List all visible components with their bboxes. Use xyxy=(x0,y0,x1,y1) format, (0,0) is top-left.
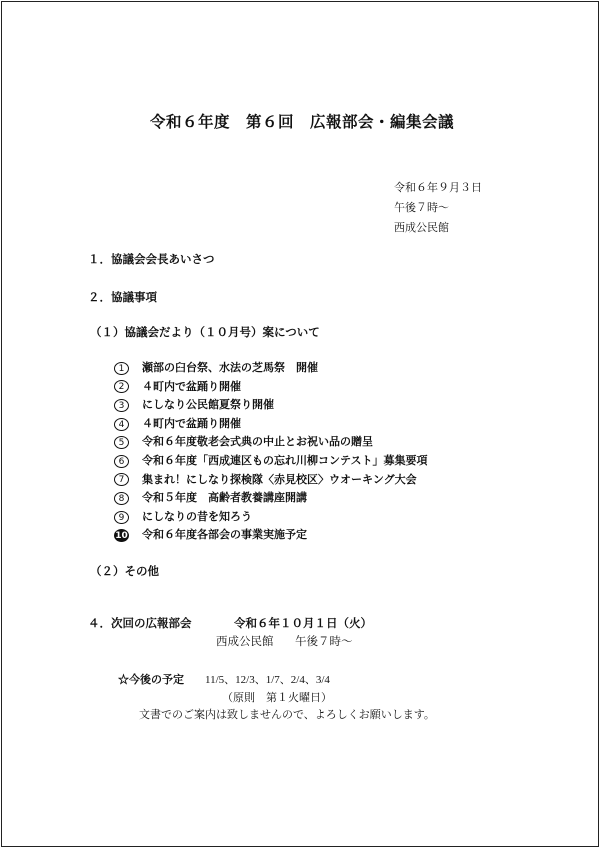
list-item-text: ４町内で盆踊り開催 xyxy=(142,416,241,430)
document-page xyxy=(1,1,599,847)
circled-number: 1 xyxy=(114,362,129,375)
section-next-meeting: ４．次回の広報部会 xyxy=(88,616,192,630)
next-meeting-date: 令和６年１０月１日（火） xyxy=(234,616,372,630)
list-item-text: 瀬部の臼台祭、水法の芝馬祭 開催 xyxy=(142,361,318,374)
schedule-note: （原則 第１火曜日） xyxy=(222,691,332,704)
section-agenda: ２．協議事項 xyxy=(88,290,157,304)
meeting-place: 西成公民館 xyxy=(394,221,449,234)
list-item-text: 令和６年度各部会の事業実施予定 xyxy=(142,528,307,542)
document-title: 令和６年度 第６回 広報部会・編集会議 xyxy=(149,112,454,131)
circled-number: 4 xyxy=(114,418,129,431)
next-meeting-time: 午後７時～ xyxy=(295,634,353,648)
list-item xyxy=(114,359,428,378)
schedule-label: ☆今後の予定 xyxy=(118,673,184,686)
list-item xyxy=(114,526,428,545)
list-item-text: 令和６年度敬老会式典の中止とお祝い品の贈呈 xyxy=(142,435,373,449)
list-item xyxy=(114,433,428,452)
circled-number: 10 xyxy=(115,531,128,542)
meeting-time: 午後７時～ xyxy=(394,201,449,214)
circled-number: 9 xyxy=(114,511,129,524)
list-item xyxy=(114,471,428,490)
meeting-info xyxy=(394,178,482,238)
subsection-other: （２）その他 xyxy=(90,564,159,578)
circled-number: 7 xyxy=(114,473,129,486)
list-item-text: 令和５年度 高齢者教養講座開講 xyxy=(142,491,307,505)
list-item xyxy=(114,415,428,434)
circled-number: 5 xyxy=(114,436,129,449)
schedule-dates: 11/5、12/3、1/7、2/4、3/4 xyxy=(205,674,330,686)
circled-number: 8 xyxy=(114,492,129,505)
list-item-text: 令和６年度「西成連区もの忘れ川柳コンテスト」募集要項 xyxy=(142,453,428,467)
list-item-text: 集まれ！にしなり探検隊〈赤見校区〉ウオーキング大会 xyxy=(142,472,417,486)
agenda-item-list xyxy=(114,359,428,545)
list-item xyxy=(114,489,428,508)
list-item-text: にしなり公民館夏祭り開催 xyxy=(142,398,274,412)
closing-note: 文書でのご案内は致しませんので、よろしくお願いします。 xyxy=(139,708,435,721)
circled-number: 6 xyxy=(114,455,129,468)
circled-number: 3 xyxy=(114,399,129,412)
subsection-newsletter: （１）協議会だより（１０月号）案について xyxy=(90,325,320,339)
list-item xyxy=(114,378,428,397)
list-item xyxy=(114,508,428,527)
meeting-date: 令和６年９月３日 xyxy=(394,181,482,194)
next-meeting-place: 西成公民館 xyxy=(216,634,274,648)
section-greeting: １．協議会会長あいさつ xyxy=(88,252,215,266)
list-item xyxy=(114,452,428,471)
circled-number: 2 xyxy=(114,380,129,393)
list-item-text: ４町内で盆踊り開催 xyxy=(142,379,241,393)
list-item xyxy=(114,396,428,415)
list-item-text: にしなりの昔を知ろう xyxy=(142,509,252,523)
